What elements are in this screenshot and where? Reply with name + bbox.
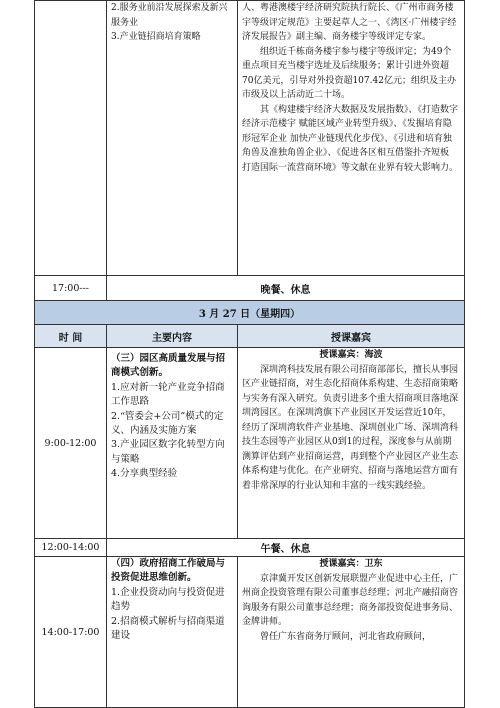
table-row [35, 276, 465, 301]
table-row [35, 348, 465, 539]
session-item: 4.分享典型经验 [111, 468, 178, 480]
time-cell: 12:00-14:00 [35, 539, 107, 557]
session-item: 1.企业投资动向与投资促进趋势 [111, 586, 225, 613]
session-item: 1.应对新一轮产业竞争招商工作思路 [111, 381, 225, 408]
column-header-content: 主要内容 [107, 325, 238, 348]
speaker-cell [238, 557, 465, 708]
session-title: （四）政府招商工作破局与投资促进思维创新。 [111, 558, 226, 584]
speaker-cell [238, 348, 465, 539]
topic-item: 3.产业链招商培育策略 [111, 32, 201, 42]
session-item: 2.“管委会+公司”模式的定义、内涵及实施方案 [111, 410, 224, 437]
day-header-row [35, 301, 465, 325]
session-item: 3.产业园区数字化转型方向与策略 [111, 439, 225, 465]
speaker-name: 授课嘉宾：海波 [319, 350, 383, 360]
time-cell: 14:00-17:00 [35, 557, 107, 708]
speaker-name: 授课嘉宾：卫东 [319, 559, 383, 569]
schedule-table [34, 0, 465, 708]
column-header-time: 时 间 [35, 325, 107, 348]
time-cell: 17:00--- [35, 276, 107, 301]
activity-cell: 晚餐、休息 [107, 276, 465, 301]
table-row [35, 557, 465, 708]
speaker-bio: 京津冀开发区创新发展联盟产业促进中心主任，广州商企投资管理有限公司董事总经理；河北产融招商咨询服务有限公司董事总经理；商务部投资促进事务局、金牌讲师。 [242, 573, 459, 627]
session-item: 2.招商模式解析与招商渠道建设 [111, 615, 225, 642]
topic-item: 2.服务业前沿发展探索及新兴服务业 [111, 3, 228, 28]
day-header: 3 月 27 日（星期四） [35, 301, 465, 325]
column-header-speaker: 授课嘉宾 [238, 325, 465, 348]
time-cell: 9:00-12:00 [35, 348, 107, 539]
content-cell [107, 348, 238, 539]
speaker-bio: 曾任广东省商务厅顾问，河北省政府顾问， [260, 631, 432, 642]
speaker-bio: 深圳湾科技发展有限公司招商部部长，擅长从事园区产业链招商，对生态化招商体系构建、生态招商策略与实务有深入研究。负责引进多个重大招商项目落地深圳湾园区。在深圳湾旗下产业园区开发运营近10年，经历了深圳湾软件产业基地、深圳创业广场、深圳湾科技生态园等产业园区从0到1的过程，深度参与从前期测算评估到产业招商运营，再到整个产业园区产业生态体系构建与优化。在产业研究、招商与落地运营方面有着非常深厚的行业认知和丰富的一线实践经验。 [242, 364, 459, 491]
table-row [35, 1, 465, 276]
bio-paragraph: 人、粤港澳楼宇经济研究院执行院长、《广州市商务楼宇等级评定规范》主要起草人之一、《湾区·广州楼宇经济发展报告》副主编、商务楼宇等级评定专家。 [242, 3, 457, 42]
time-cell-empty [35, 1, 107, 276]
content-cell [107, 557, 238, 708]
speaker-bio-cell [238, 1, 465, 276]
topics-cell [107, 1, 238, 276]
session-title: （三）园区高质量发展与招商模式创新。 [111, 353, 226, 379]
column-header-row [35, 325, 465, 348]
bio-paragraph: 组织近千栋商务楼宇参与楼宇等级评定；为49个重点项目充当楼宇选址及后续服务；累计引进外资超70亿美元，引导对外投资超107.42亿元；组织及主办市级及以上活动近二十场。 [242, 46, 456, 100]
activity-cell: 午餐、休息 [107, 539, 465, 557]
table-row [35, 539, 465, 557]
bio-paragraph: 其《构建楼宇经济大数据及发展指数》、《打造数字经济示范楼宇 赋能区域产业转型升级》、《发掘培育隐形冠军企业 加快产业链现代化步伐》、《引进和培育独角兽及准独角兽企业》、《促进各区相互借鉴扑齐短板 打造国际一流营商环境》等文献在业界有较大影响力。 [242, 104, 459, 173]
